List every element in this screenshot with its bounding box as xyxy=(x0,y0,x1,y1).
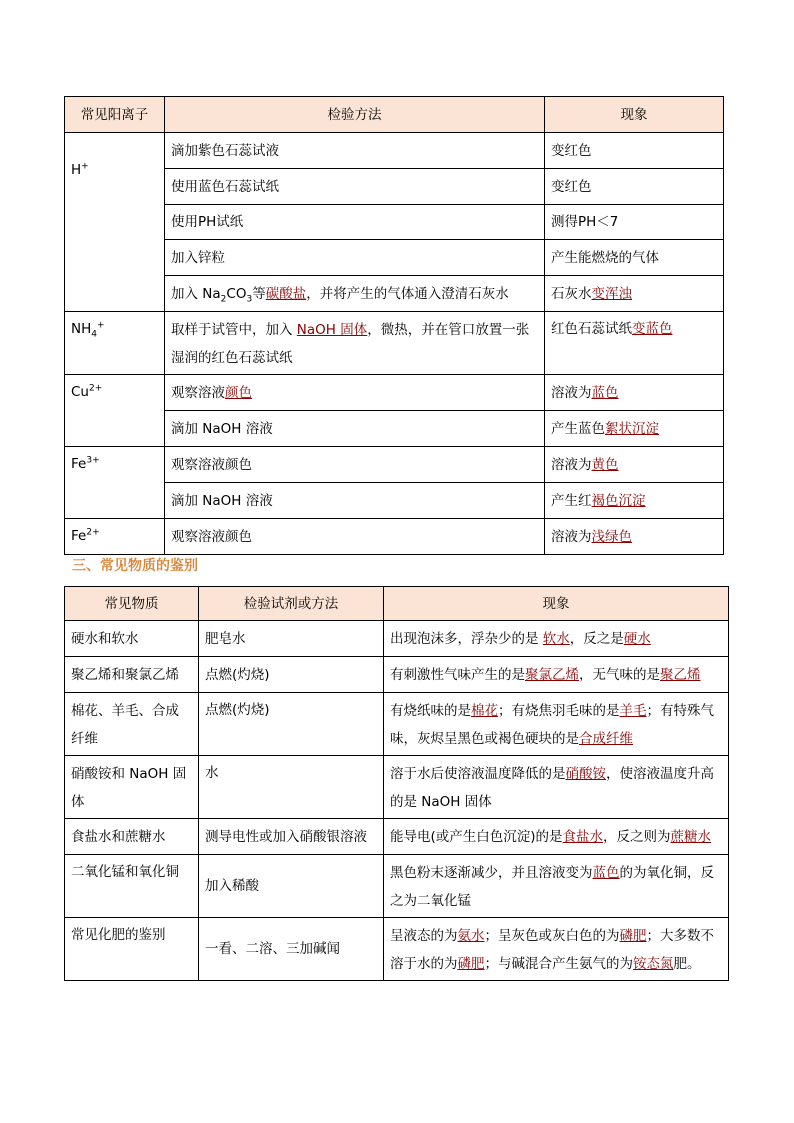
keyword: 变蓝色 xyxy=(632,321,673,337)
method-cell: 点燃(灼烧) xyxy=(199,693,384,756)
keyword: 棉花 xyxy=(471,703,498,719)
method-cell: 测导电性或加入硝酸银溶液 xyxy=(199,819,384,855)
substance-cell: 硬水和软水 xyxy=(65,621,199,657)
method-cell: 使用PH试纸 xyxy=(165,205,545,240)
table-row xyxy=(65,756,729,819)
table-row xyxy=(65,657,729,693)
keyword: 絮状沉淀 xyxy=(605,420,659,437)
keyword: 蔗糖水 xyxy=(670,828,712,845)
method-cell: 观察溶液颜色 xyxy=(165,375,545,411)
method-cell: 观察溶液颜色 xyxy=(165,447,545,483)
header-method: 检验试剂或方法 xyxy=(199,587,384,621)
method-cell: 点燃(灼烧) xyxy=(199,657,384,693)
method-cell: 肥皂水 xyxy=(199,621,384,657)
method-cell: 水 xyxy=(199,756,384,819)
substance-cell: 棉花、羊毛、合成纤维 xyxy=(65,693,199,756)
keyword: NaOH 固体 xyxy=(296,322,368,338)
phenomenon-cell: 黑色粉末逐渐减少，并且溶液变为蓝色的为氧化铜，反之为二氧化锰 xyxy=(384,855,729,918)
method-cell: 加入稀酸 xyxy=(199,855,384,918)
ion-nh4: $NH_4^+$ xyxy=(65,312,165,375)
keyword: 软水 xyxy=(542,630,570,647)
method-cell: 使用蓝色石蕊试纸 xyxy=(165,169,545,205)
substance-cell: 常见化肥的鉴别 xyxy=(65,918,199,981)
phenomenon-cell: 溶液为黄色 xyxy=(545,447,724,483)
substance-cell: 聚乙烯和聚氯乙烯 xyxy=(65,657,199,693)
method-cell: 滴加 NaOH 溶液 xyxy=(165,483,545,519)
phenomenon-cell: 石灰水变浑浊 xyxy=(545,276,724,312)
phenomenon-cell: 有烧纸味的是棉花；有烧焦羽毛味的是羊毛；有特殊气味，灰烬呈黑色或褐色硬块的是合成纤维 xyxy=(384,693,729,756)
keyword: 食盐水 xyxy=(562,828,604,845)
method-cell: 取样于试管中，加入 NaOH 固体，微热，并在管口放置一张湿润的红色石蕊试纸 xyxy=(165,312,545,375)
table-row xyxy=(65,855,729,918)
phenomenon-cell: 溶液为蓝色 xyxy=(545,375,724,411)
keyword: 磷肥 xyxy=(457,956,485,972)
phenomenon-cell: 有刺激性气味产生的是聚氯乙烯，无气味的是聚乙烯 xyxy=(384,657,729,693)
keyword: 聚乙烯 xyxy=(660,666,701,683)
method-cell: 滴加紫色石蕊试液 xyxy=(165,133,545,169)
phenomenon-cell: 变红色 xyxy=(545,169,724,205)
table-row xyxy=(65,519,724,555)
method-cell: 加入锌粒 xyxy=(165,240,545,276)
header-substance: 常见物质 xyxy=(65,587,199,621)
keyword: 褐色沉淀 xyxy=(591,492,646,509)
keyword: 颜色 xyxy=(225,384,252,401)
table-header-row xyxy=(65,587,729,621)
keyword: 合成纤维 xyxy=(579,731,633,747)
keyword: 蓝色 xyxy=(591,384,619,401)
table-row xyxy=(65,819,729,855)
table-row xyxy=(65,133,724,169)
substance-identification-table xyxy=(64,586,729,981)
table-row xyxy=(65,312,724,375)
keyword: 羊毛 xyxy=(619,703,647,719)
keyword: 碳酸盐 xyxy=(265,285,307,302)
phenomenon-cell: 产生蓝色絮状沉淀 xyxy=(545,411,724,447)
substance-cell: 食盐水和蔗糖水 xyxy=(65,819,199,855)
method-cell: 加入 $Na_2CO_3$等碳酸盐，并将产生的气体通入澄清石灰水 xyxy=(165,276,545,312)
table-row xyxy=(65,621,729,657)
phenomenon-cell: 产生红褐色沉淀 xyxy=(545,483,724,519)
phenomenon-cell: 出现泡沫多，浮杂少的是 软水，反之是硬水 xyxy=(384,621,729,657)
keyword: 铵态氮 xyxy=(633,956,674,972)
keyword: 聚氯乙烯 xyxy=(525,666,579,683)
cation-test-table xyxy=(64,96,724,555)
phenomenon-cell: 红色石蕊试纸变蓝色 xyxy=(545,312,724,375)
phenomenon-cell: 呈液态的为氨水；呈灰色或灰白色的为磷肥；大多数不溶于水的为磷肥；与碱混合产生氨气的为铵态氮肥。 xyxy=(384,918,729,981)
header-phenomenon: 现象 xyxy=(545,97,724,133)
keyword: 黄色 xyxy=(591,456,619,473)
phenomenon-cell: 溶于水后使溶液温度降低的是硝酸铵，使溶液温度升高的是 NaOH 固体 xyxy=(384,756,729,819)
phenomenon-cell: 变红色 xyxy=(545,133,724,169)
method-cell: 一看、二溶、三加碱闻 xyxy=(199,918,384,981)
header-method: 检验方法 xyxy=(165,97,545,133)
keyword: 变浑浊 xyxy=(591,285,632,302)
section-title: 三、常见物质的鉴别 xyxy=(72,558,198,574)
keyword: 浅绿色 xyxy=(591,528,632,545)
ion-fe2: $Fe^{2+}$ xyxy=(65,519,165,555)
table-row xyxy=(65,693,729,756)
phenomenon-cell: 溶液为浅绿色 xyxy=(545,519,724,555)
header-cation: 常见阳离子 xyxy=(65,97,165,133)
keyword: 硬水 xyxy=(623,630,651,647)
method-cell: 观察溶液颜色 xyxy=(165,519,545,555)
phenomenon-cell: 产生能燃烧的气体 xyxy=(545,240,724,276)
ion-cu: $Cu^{2+}$ xyxy=(65,375,165,447)
ion-h: H+ xyxy=(65,133,165,312)
table-row xyxy=(65,918,729,981)
phenomenon-cell: 能导电(或产生白色沉淀)的是食盐水，反之则为蔗糖水 xyxy=(384,819,729,855)
header-phenomenon: 现象 xyxy=(384,587,729,621)
keyword: 氨水 xyxy=(457,928,485,944)
substance-cell: 二氧化锰和氧化铜 xyxy=(65,855,199,918)
keyword: 硝酸铵 xyxy=(565,766,606,782)
ion-fe3: $Fe^{3+}$ xyxy=(65,447,165,519)
phenomenon-cell: 测得PH＜7 xyxy=(545,205,724,240)
table-header-row xyxy=(65,97,724,133)
keyword: 蓝色 xyxy=(592,865,620,881)
table-row xyxy=(65,447,724,483)
method-cell: 滴加 NaOH 溶液 xyxy=(165,411,545,447)
table-row xyxy=(65,375,724,411)
keyword: 磷肥 xyxy=(619,928,647,944)
substance-cell: 硝酸铵和 NaOH 固体 xyxy=(65,756,199,819)
